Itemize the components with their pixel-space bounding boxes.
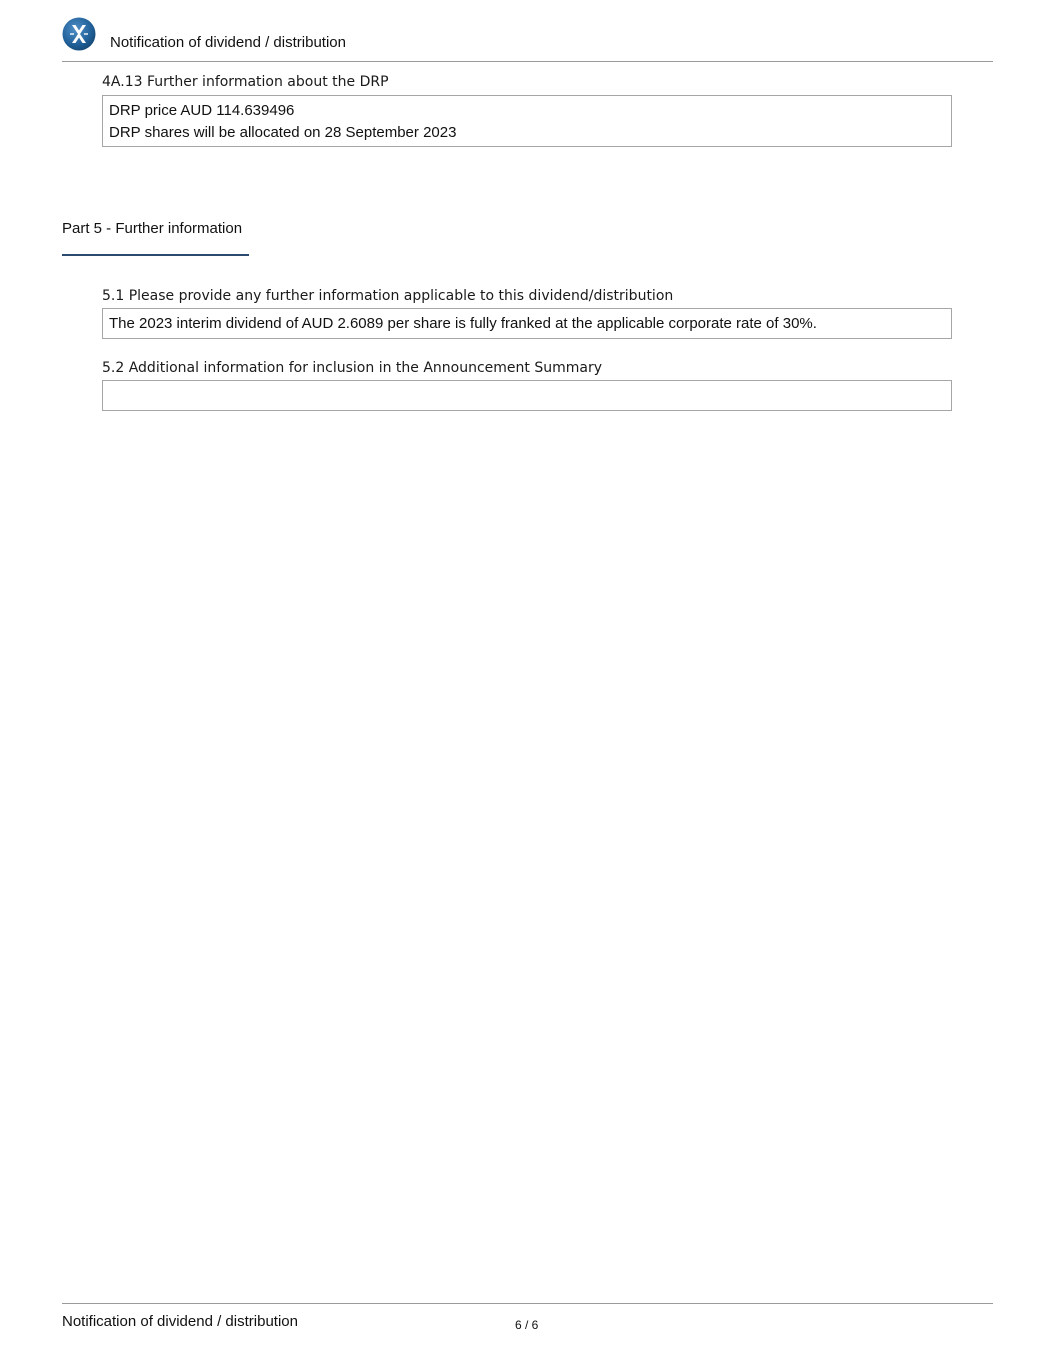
- page-number: 6 / 6: [515, 1318, 539, 1332]
- question-5-2-answer-box: [102, 380, 952, 411]
- drp-info-line: DRP price AUD 114.639496: [109, 102, 295, 119]
- drp-info-box: [102, 95, 952, 147]
- header-divider: [62, 61, 993, 62]
- drp-info-label: 4A.13 Further information about the DRP: [102, 74, 389, 90]
- question-5-1-label: 5.1 Please provide any further information applicable to this dividend/distribution: [102, 288, 674, 304]
- question-5-2-label: 5.2 Additional information for inclusion in the Announcement Summary: [102, 360, 602, 376]
- drp-info-line: DRP shares will be allocated on 28 September 2023: [109, 124, 457, 141]
- question-5-1-answer-box: [102, 308, 952, 339]
- asx-logo-icon: [62, 17, 96, 51]
- part-title-underline: [62, 254, 249, 256]
- question-5-1-answer: The 2023 interim dividend of AUD 2.6089 per share is fully franked at the applicable corporate rate of 30%.: [109, 315, 817, 332]
- header-title: Notification of dividend / distribution: [110, 34, 346, 51]
- part-title: Part 5 - Further information: [62, 220, 243, 237]
- footer-title: Notification of dividend / distribution: [62, 1313, 298, 1330]
- footer-divider: [62, 1303, 993, 1304]
